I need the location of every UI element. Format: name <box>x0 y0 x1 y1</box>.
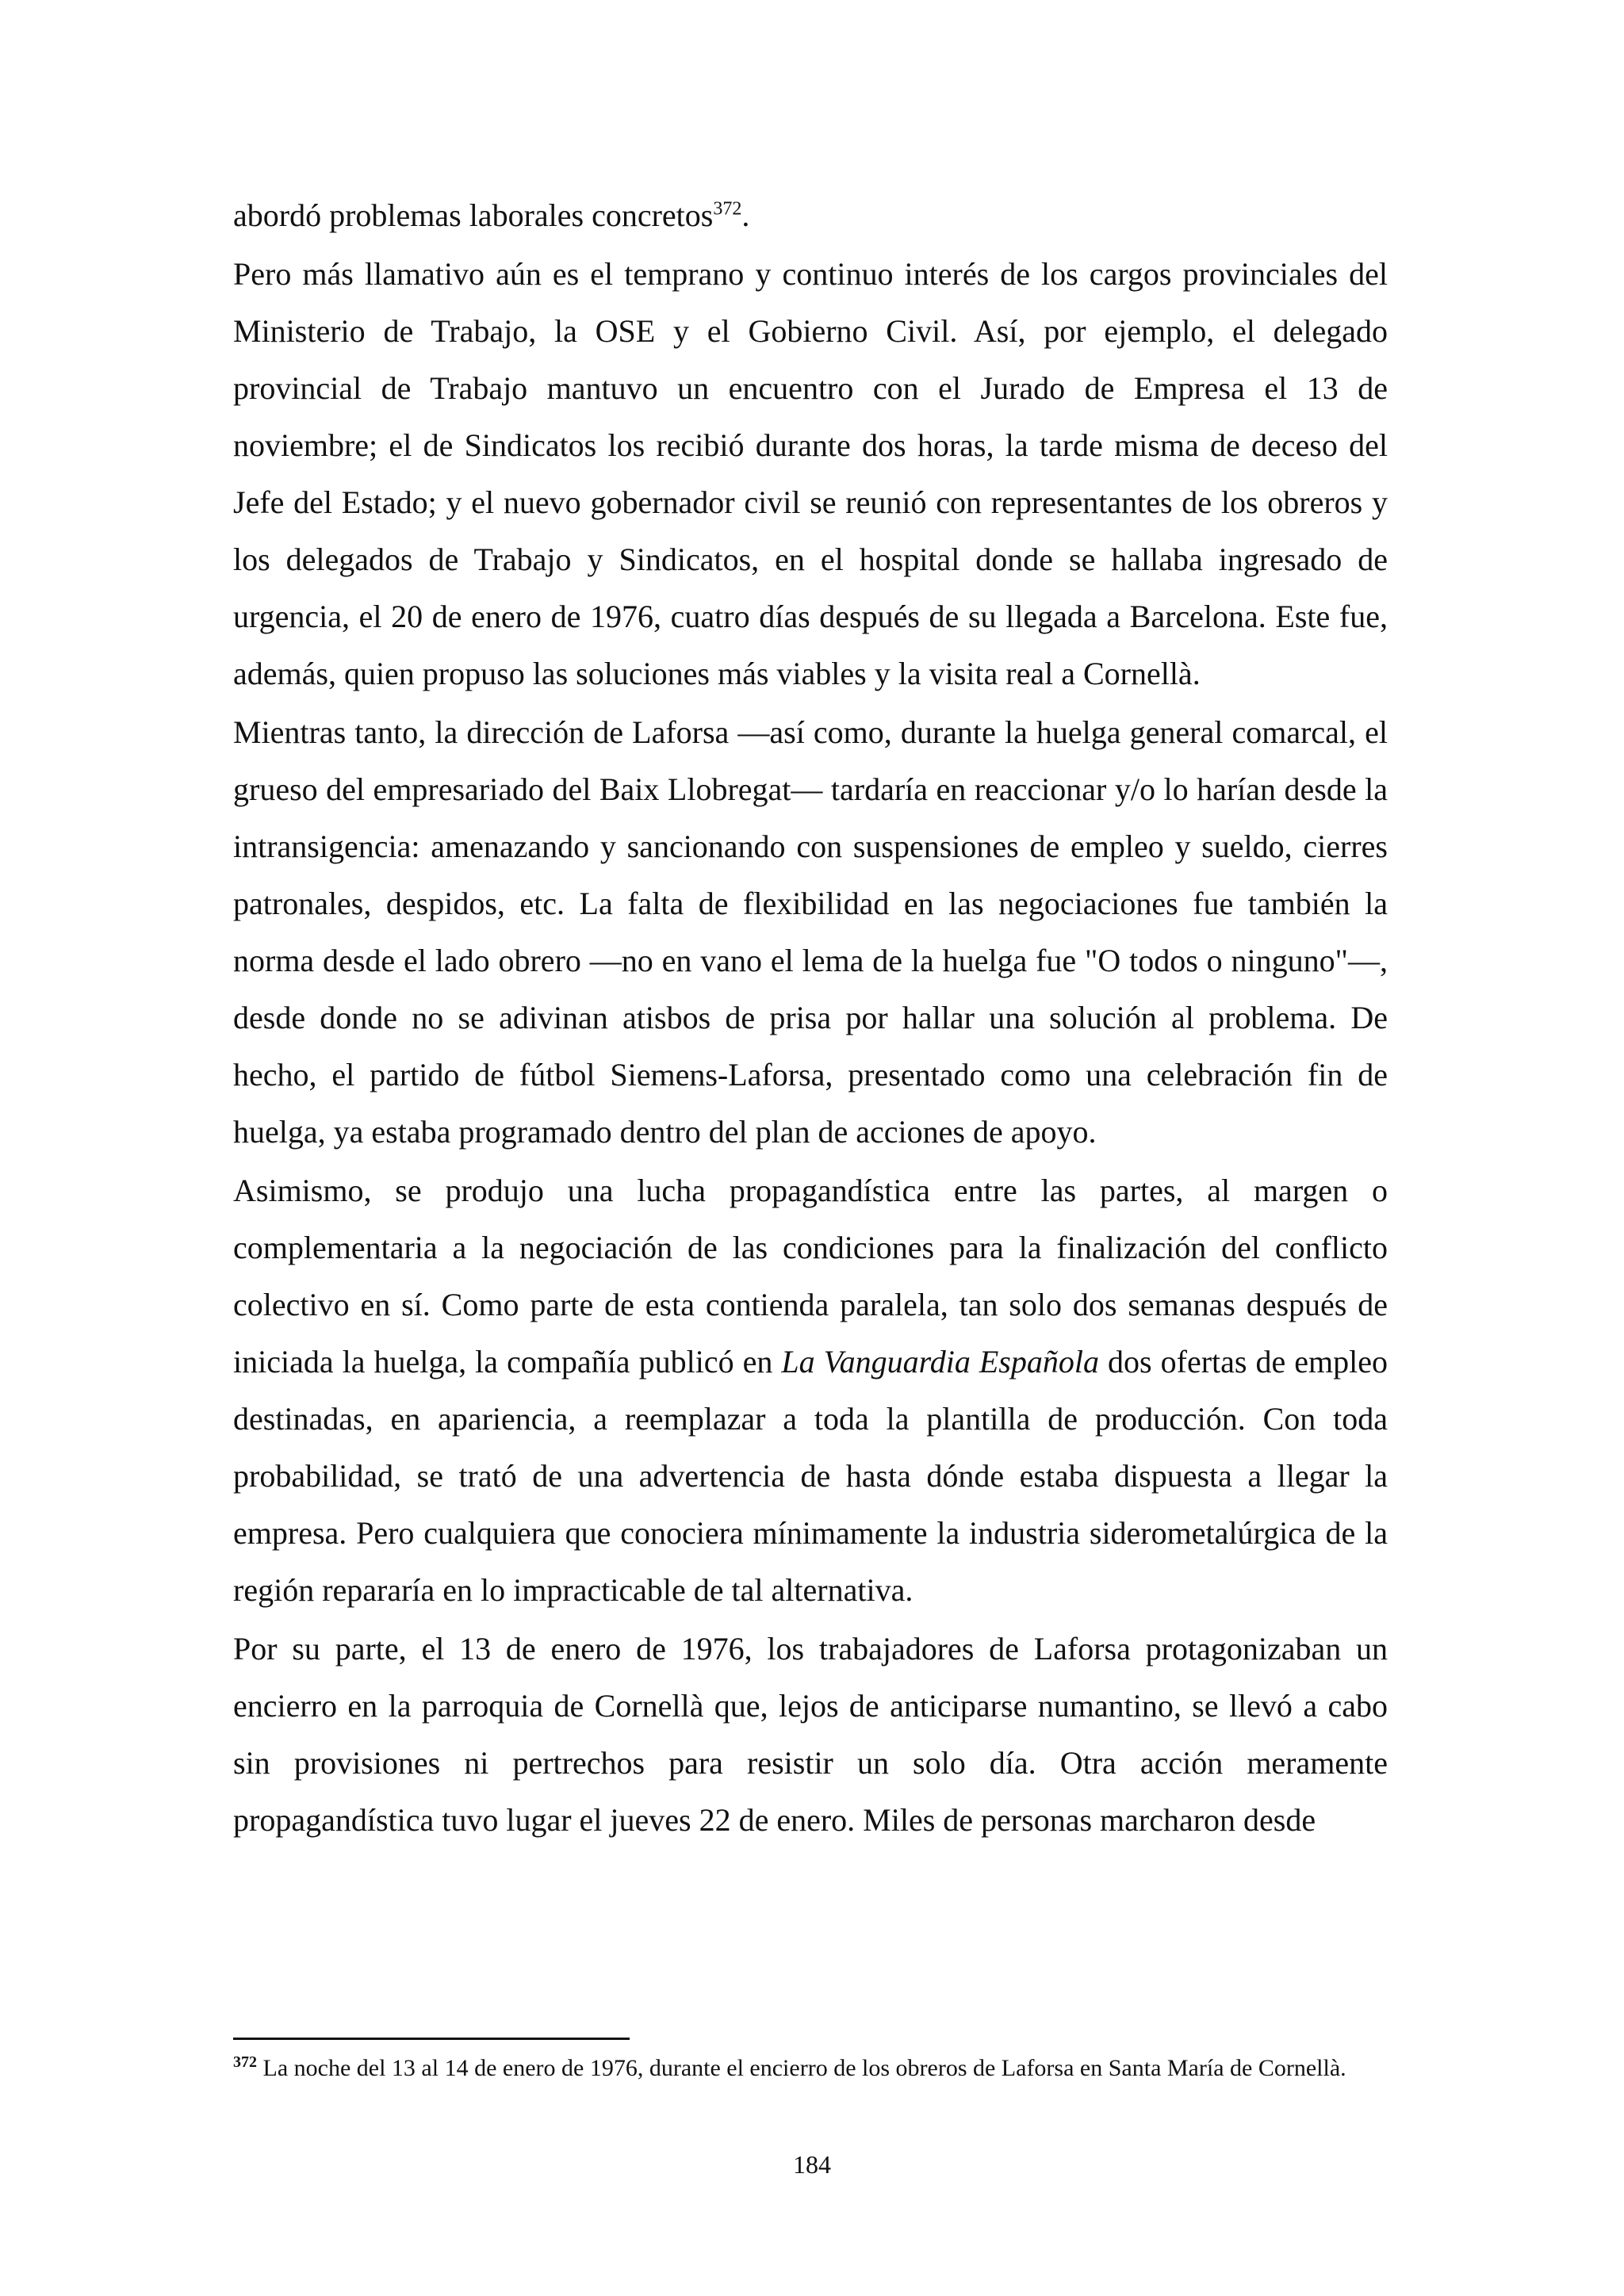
paragraph-3-before: Asimismo, se produjo una lucha propagandística entre las partes, al margen o complementaria a la negociación de las condiciones para la finalización del conflicto colectivo en sí. Como parte de esta contienda paralela, tan solo dos semanas después de iniciada la huelga, la compañía publicó en <box>233 1173 1388 1380</box>
paragraph-0-text: abordó problemas laborales concretos <box>233 197 714 233</box>
footnote-separator <box>233 2038 630 2040</box>
paragraph-0-end: . <box>741 197 750 233</box>
paragraph-1: Pero más llamativo aún es el temprano y continuo interés de los cargos provinciales del Ministerio de Trabajo, la OSE y el Gobierno Civil. Así, por ejemplo, el delegado provincial de Trabajo mantuvo un encuentro con el Jurado de Empresa el 13 de noviembre; el de Sindicatos los recibió durante dos horas, la tarde misma de deceso del Jefe del Estado; y el nuevo gobernador civil se reunió con representantes de los obreros y los delegados de Trabajo y Sindicatos, en el hospital donde se hallaba ingresado de urgencia, el 20 de enero de 1976, cuatro días después de su llegada a Barcelona. Este fue, además, quien propuso las soluciones más viables y la visita real a Cornellà. <box>233 256 1388 691</box>
body-text <box>233 187 1388 1850</box>
paragraph-2: Mientras tanto, la dirección de Laforsa —así como, durante la huelga general comarcal, el grueso del empresariado del Baix Llobregat— tardaría en reaccionar y/o lo harían desde la intransigencia: amenazando y sancionando con suspensiones de empleo y sueldo, cierres patronales, despidos, etc. La falta de flexibilidad en las negociaciones fue también la norma desde el lado obrero —no en vano el lema de la huelga fue "O todos o ninguno"—, desde donde no se adivinan atisbos de prisa por hallar una solución al problema. De hecho, el partido de fútbol Siemens-Laforsa, presentado como una celebración fin de huelga, ya estaba programado dentro del plan de acciones de apoyo. <box>233 714 1388 1150</box>
paragraph-3-after: dos ofertas de empleo destinadas, en apariencia, a reemplazar a toda la plantilla de producción. Con toda probabilidad, se trató de una advertencia de hasta dónde estaba dispuesta a llegar la empresa. Pero cualquiera que conociera mínimamente la industria siderometalúrgica de la región repararía en lo impracticable de tal alternativa. <box>233 1344 1388 1608</box>
footnote-text: La noche del 13 al 14 de enero de 1976, durante el encierro de los obreros de Laforsa en Santa María de Cornellà. <box>257 2055 1346 2081</box>
paragraph-0 <box>233 187 1388 244</box>
footnote <box>233 2053 1388 2084</box>
footnote-reference[interactable]: 372 <box>713 198 742 220</box>
newspaper-title: La Vanguardia Española <box>781 1344 1099 1380</box>
paragraph-4: Por su parte, el 13 de enero de 1976, los trabajadores de Laforsa protagonizaban un encierro en la parroquia de Cornellà que, lejos de anticiparse numantino, se llevó a cabo sin provisiones ni pertrechos para resistir un solo día. Otra acción meramente propagandística tuvo lugar el jueves 22 de enero. Miles de personas marcharon desde <box>233 1631 1388 1838</box>
page-number: 184 <box>793 2150 831 2179</box>
footnote-number: 372 <box>233 2053 257 2071</box>
paragraph-3 <box>233 1162 1388 1619</box>
